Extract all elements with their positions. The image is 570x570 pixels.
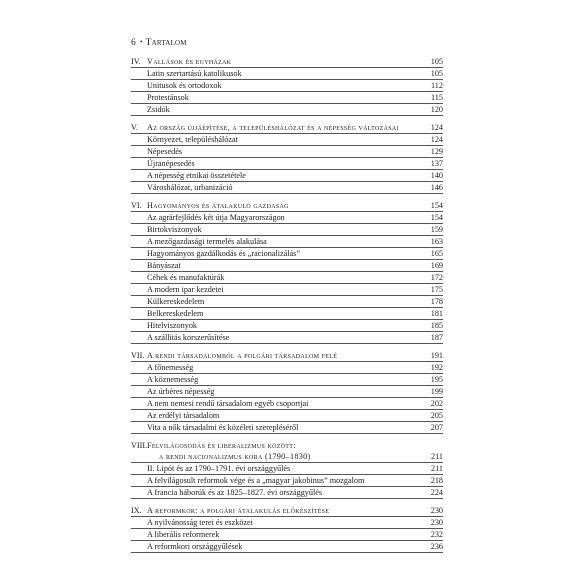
- toc-entry-label: A nyilvánosság terei és eszközei: [147, 518, 253, 527]
- section-numeral: VI.: [131, 201, 142, 210]
- toc-entry-page: 185: [430, 321, 443, 330]
- section-numeral: IX.: [131, 506, 142, 515]
- toc-entry-label: Latin szertartású katolikusok: [147, 69, 242, 78]
- toc-entry-page: 137: [430, 159, 443, 168]
- toc-entry: [131, 296, 443, 308]
- toc-entry-page: 230: [430, 518, 443, 527]
- running-head-title: Tartalom: [145, 38, 187, 48]
- section-numeral: VIII.: [131, 441, 148, 450]
- section-subtitle-page: 211: [431, 452, 443, 461]
- toc-entry: [131, 158, 443, 170]
- running-head: [131, 38, 187, 48]
- toc-entry-page: 112: [431, 81, 443, 90]
- toc-entry-page: 105: [430, 69, 443, 78]
- toc-entry-page: 218: [430, 476, 443, 485]
- toc-entry-page: 129: [430, 147, 443, 156]
- toc-entry-label: Zsidók: [147, 105, 170, 114]
- toc-entry-label: Céhek és manufaktúrák: [147, 273, 225, 282]
- toc-entry-page: 232: [430, 530, 443, 539]
- toc-entry-page: 146: [430, 183, 443, 192]
- toc-section: [131, 350, 443, 434]
- toc-entry-label: II. Lipót és az 1790–1791. évi országgyűlés: [147, 464, 291, 473]
- toc-entry: [131, 248, 443, 260]
- toc-entry: [131, 529, 443, 541]
- toc-entry: [131, 80, 443, 92]
- section-numeral: V.: [131, 123, 138, 132]
- table-of-contents: [131, 56, 443, 553]
- toc-entry-label: Belkereskedelem: [147, 309, 204, 318]
- toc-entry-label: Bányászat: [147, 261, 181, 270]
- toc-entry: [131, 170, 443, 182]
- toc-entry-page: 187: [430, 333, 443, 342]
- toc-entry-label: Környezet, településhálózat: [147, 135, 238, 144]
- toc-entry: [131, 362, 443, 374]
- toc-section-heading: [131, 505, 443, 517]
- toc-entry-label: Külkereskedelem: [147, 297, 205, 306]
- toc-entry-page: 172: [430, 273, 443, 282]
- toc-entry-label: A modern ipar kezdetei: [147, 285, 224, 294]
- toc-entry: [131, 374, 443, 386]
- toc-entry-page: 202: [430, 399, 443, 408]
- toc-entry-label: Protestánsok: [147, 93, 189, 102]
- toc-entry: [131, 487, 443, 499]
- section-numeral: VII.: [131, 351, 145, 360]
- toc-entry: [131, 517, 443, 529]
- toc-entry: [131, 260, 443, 272]
- toc-entry-page: 159: [430, 225, 443, 234]
- toc-section: [131, 122, 443, 194]
- toc-entry: [131, 104, 443, 116]
- toc-entry: [131, 475, 443, 487]
- toc-entry-page: 205: [430, 411, 443, 420]
- bullet-separator: •: [139, 38, 143, 46]
- section-title: Hagyományos és átalakuló gazdaság: [147, 201, 289, 210]
- toc-entry: [131, 68, 443, 80]
- toc-entry-page: 163: [430, 237, 443, 246]
- page-number: 6: [131, 38, 136, 48]
- section-numeral: IV.: [131, 57, 141, 66]
- toc-entry-page: 207: [430, 423, 443, 432]
- toc-entry-page: 224: [430, 488, 443, 497]
- toc-entry-page: 211: [431, 464, 443, 473]
- toc-section-heading: [131, 440, 443, 451]
- toc-section: [131, 56, 443, 116]
- toc-entry-page: 169: [430, 261, 443, 270]
- section-page-number: 191: [430, 351, 443, 360]
- toc-entry: [131, 463, 443, 475]
- toc-entry-page: 181: [430, 309, 443, 318]
- toc-entry-label: Népesedés: [147, 147, 183, 156]
- toc-section-heading: [131, 122, 443, 134]
- section-title: A rendi társadalomból a polgári társadalom felé: [147, 351, 338, 360]
- toc-entry-label: Az agrárfejlődés két útja Magyarországon: [147, 213, 285, 222]
- toc-entry: [131, 236, 443, 248]
- toc-entry-label: Hitelviszonyok: [147, 321, 198, 330]
- toc-entry-label: Unitusok és ortodoxok: [147, 81, 222, 90]
- toc-entry-page: 175: [430, 285, 443, 294]
- toc-entry-label: Városhálózat, urbanizáció: [147, 183, 233, 192]
- toc-entry: [131, 224, 443, 236]
- toc-entry-page: 124: [430, 135, 443, 144]
- toc-entry-label: A szállítás korszerűsítése: [147, 333, 230, 342]
- toc-entry-label: Újranépesedés: [147, 159, 195, 168]
- toc-entry-label: A felvilágosult reformok vége és a „magyar jakobinus” mozgalom: [147, 476, 365, 485]
- toc-section-heading: [131, 200, 443, 212]
- toc-section: [131, 200, 443, 344]
- toc-entry-label: A reformkori országgyűlések: [147, 542, 243, 551]
- toc-entry-label: A mezőgazdasági termelés alakulása: [147, 237, 267, 246]
- toc-entry: [131, 320, 443, 332]
- toc-entry: [131, 92, 443, 104]
- toc-section-subtitle: [131, 451, 443, 463]
- section-title: A reformkor: a polgári átalakulás előkészítése: [147, 506, 330, 515]
- toc-entry-page: 178: [430, 297, 443, 306]
- section-page-number: 154: [430, 201, 443, 210]
- section-page-number: 124: [430, 123, 443, 132]
- toc-section: [131, 440, 443, 499]
- toc-section-heading: [131, 56, 443, 68]
- toc-entry-page: 195: [430, 375, 443, 384]
- toc-entry-label: Az erdélyi társadalom: [147, 411, 220, 420]
- section-title: Az ország újjáépítése, a településhálózat és a népesség változásai: [147, 123, 399, 132]
- toc-entry: [131, 422, 443, 434]
- toc-entry: [131, 541, 443, 553]
- toc-section: [131, 505, 443, 553]
- toc-entry-page: 199: [430, 387, 443, 396]
- toc-entry: [131, 146, 443, 158]
- section-page-number: 230: [430, 506, 443, 515]
- toc-entry-page: 120: [430, 105, 443, 114]
- toc-entry: [131, 308, 443, 320]
- toc-entry-page: 154: [430, 213, 443, 222]
- toc-entry-label: A népesség etnikai összetétele: [147, 171, 246, 180]
- toc-entry-page: 140: [430, 171, 443, 180]
- toc-entry: [131, 212, 443, 224]
- section-title: Vallások és egyházak: [147, 57, 232, 66]
- toc-entry: [131, 332, 443, 344]
- toc-entry-page: 115: [431, 93, 443, 102]
- toc-entry-label: Az úrbéres népesség: [147, 387, 215, 396]
- toc-entry-label: Birtokviszonyok: [147, 225, 202, 234]
- toc-entry: [131, 284, 443, 296]
- toc-entry-label: A főnemesség: [147, 363, 194, 372]
- toc-entry-label: Hagyományos gazdálkodás és „racionalizálás”: [147, 249, 300, 258]
- section-subtitle: a rendi nacionalizmus kora (1790–1830): [159, 452, 311, 461]
- toc-entry-label: A liberális reformerek: [147, 530, 220, 539]
- toc-entry-page: 236: [430, 542, 443, 551]
- toc-entry: [131, 410, 443, 422]
- toc-entry: [131, 182, 443, 194]
- toc-entry-label: A köznemesség: [147, 375, 199, 384]
- toc-entry: [131, 398, 443, 410]
- toc-entry-page: 165: [430, 249, 443, 258]
- toc-entry-label: Vita a nők társadalmi és közéleti szerepléséről: [147, 423, 299, 432]
- toc-entry: [131, 134, 443, 146]
- section-title: Felvilágosodás és liberalizmus között:: [147, 441, 296, 450]
- toc-entry: [131, 272, 443, 284]
- toc-entry-page: 192: [430, 363, 443, 372]
- toc-entry: [131, 386, 443, 398]
- section-page-number: 105: [430, 57, 443, 66]
- toc-section-heading: [131, 350, 443, 362]
- toc-entry-label: A nem nemesi rendű társadalom egyéb csoportjai: [147, 399, 309, 408]
- toc-entry-label: A francia háborúk és az 1825–1827. évi országgyűlés: [147, 488, 323, 497]
